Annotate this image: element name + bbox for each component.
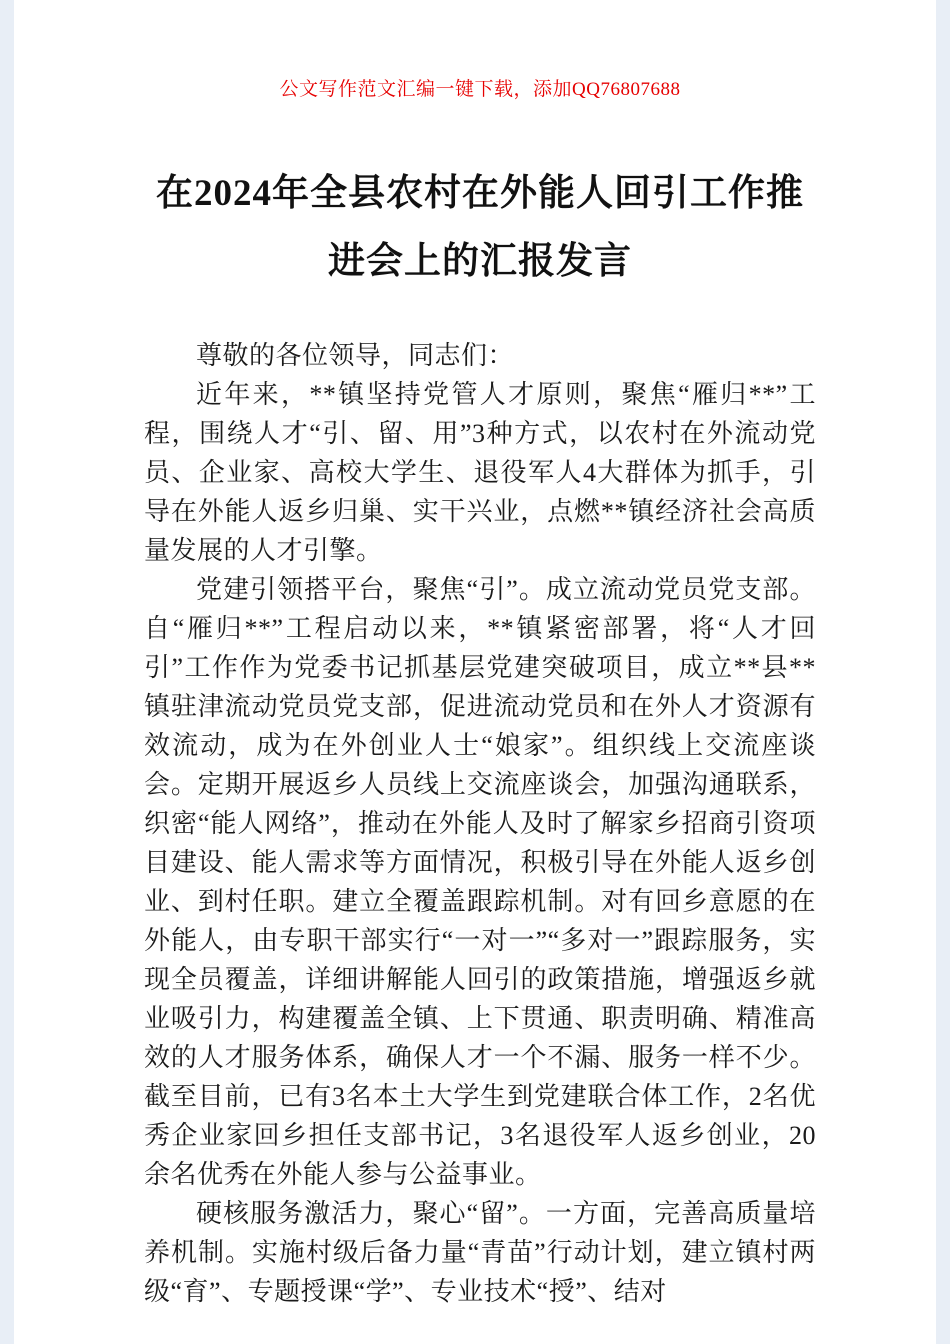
document-body (144, 336, 816, 1311)
notice-banner: 公文写作范文汇编一键下载，添加QQ76807688 (279, 79, 681, 100)
salutation: 尊敬的各位领导，同志们： (196, 341, 515, 370)
paragraph: 硬核服务激活力，聚心“留”。一方面，完善高质量培养机制。实施村级后备力量“青苗”行动计划，建立镇村两级“育”、专题授课“学”、专业技术“授”、结对 (144, 1199, 816, 1306)
paragraph: 党建引领搭平台，聚焦“引”。成立流动党员党支部。自“雁归**”工程启动以来，**镇紧密部署，将“人才回引”工作作为党委书记抓基层党建突破项目，成立**县**镇驻津流动党员党支部，促进流动党员和在外人才资源有效流动，成为在外创业人士“娘家”。组织线上交流座谈会。定期开展返乡人员线上交流座谈会，加强沟通联系，织密“能人网络”，推动在外能人及时了解家乡招商引资项目建设、能人需求等方面情况，积极引导在外能人返乡创业、到村任职。建立全覆盖跟踪机制。对有回乡意愿的在外能人，由专职干部实行“一对一”“多对一”跟踪服务，实现全员覆盖，详细讲解能人回引的政策措施，增强返乡就业吸引力，构建覆盖全镇、上下贯通、职责明确、精准高效的人才服务体系，确保人才一个不漏、服务一样不少。截至目前，已有3名本土大学生到党建联合体工作，2名优秀企业家回乡担任支部书记，3名退役军人返乡创业，20余名优秀在外能人参与公益事业。 (144, 575, 816, 1189)
document-page (14, 0, 936, 1344)
document-title: 在2024年全县农村在外能人回引工作推进会上的汇报发言 (156, 173, 804, 282)
paragraph: 近年来，**镇坚持党管人才原则，聚焦“雁归**”工程，围绕人才“引、留、用”3种方式，以农村在外流动党员、企业家、高校大学生、退役军人4大群体为抓手，引导在外能人返乡归巢、实干兴业，点燃**镇经济社会高质量发展的人才引擎。 (144, 380, 816, 565)
